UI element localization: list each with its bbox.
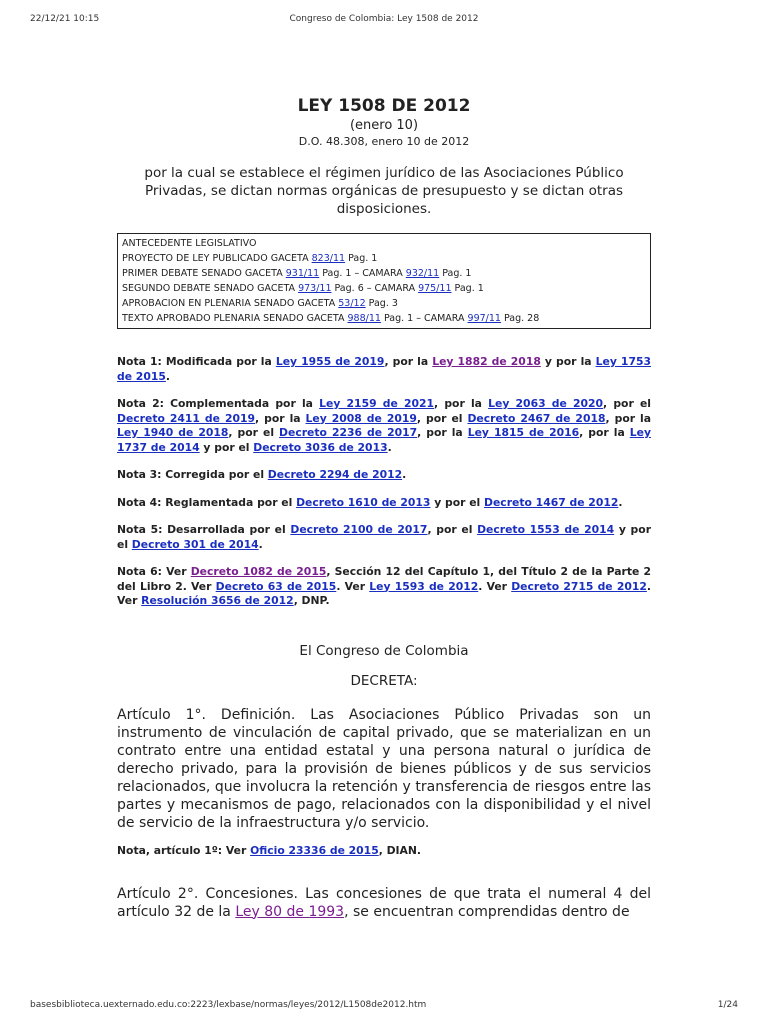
law-link[interactable]: Ley 80 de 1993 [235, 903, 345, 920]
gaceta-link[interactable]: 973/11 [298, 283, 332, 294]
law-link[interactable]: Ley 1737 de 2014 [117, 426, 651, 454]
gaceta-link[interactable]: 53/12 [338, 298, 366, 309]
decree-link[interactable]: Decreto 3036 de 2013 [253, 440, 388, 454]
gaceta-link[interactable]: 932/11 [405, 268, 440, 279]
article-1-note: Nota, artículo 1º: Ver Oficio 23336 de 2015, DIAN. [117, 843, 422, 857]
note-6: Nota 6: Ver Decreto 1082 de 2015, Sección 12 del Capítulo 1, del Título 2 de la Parte 2 del Libro 2. Ver Decreto 63 de 2015. Ver Ley 1593 de 2012. Ver Decreto 2715 de 2012. Ver Resolución 3656 de 2012, DNP. [117, 565, 651, 607]
antecedente-heading: ANTECEDENTE LEGISLATIVO [122, 238, 257, 249]
decree-link[interactable]: Decreto 63 de 2015 [215, 579, 337, 593]
decree-link[interactable]: Decreto 301 de 2014 [131, 537, 259, 551]
law-link[interactable]: Ley 1882 de 2018 [432, 355, 541, 368]
decree-link[interactable]: Decreto 1553 de 2014 [477, 523, 615, 536]
decree-link[interactable]: Decreto 2294 de 2012 [267, 468, 403, 481]
law-title: LEY 1508 DE 2012 [297, 96, 471, 116]
print-title: Congreso de Colombia: Ley 1508 de 2012 [289, 14, 479, 24]
page-number: 1/24 [717, 1000, 738, 1010]
notes-section [117, 355, 651, 609]
print-url: basesbiblioteca.uexternado.edu.co:2223/lexbase/normas/leyes/2012/L1508de2012.htm [30, 1000, 427, 1010]
law-link[interactable]: Ley 1593 de 2012 [369, 579, 479, 593]
oficio-link[interactable]: Oficio 23336 de 2015 [250, 843, 379, 857]
antecedente-row: SEGUNDO DEBATE SENADO GACETA 973/11 Pag. 6 – CAMARA 975/11 Pag. 1 [122, 283, 484, 294]
gaceta-link[interactable]: 997/11 [467, 313, 501, 324]
decreta-heading: DECRETA: [350, 672, 418, 689]
antecedente-row: APROBACION EN PLENARIA SENADO GACETA 53/12 Pag. 3 [122, 298, 398, 309]
print-header [30, 14, 738, 24]
law-link[interactable]: Ley 2063 de 2020 [488, 397, 604, 410]
law-link[interactable]: Ley 1955 de 2019 [275, 355, 385, 368]
law-date: (enero 10) [349, 118, 419, 133]
law-link[interactable]: Ley 2008 de 2019 [305, 411, 417, 425]
decree-link[interactable]: Decreto 2236 de 2017 [279, 426, 418, 439]
antecedente-box [117, 233, 651, 329]
law-summary: por la cual se establece el régimen jurídico de las Asociaciones Público Privadas, se dictan normas orgánicas de presupuesto y se dictan otras disposiciones. [144, 165, 624, 217]
note-5: Nota 5: Desarrollada por el Decreto 2100 de 2017, por el Decreto 1553 de 2014 y por el Decreto 301 de 2014. [117, 523, 652, 551]
article-2: Artículo 2°. Concesiones. Las concesiones de que trata el numeral 4 del artículo 32 de la Ley 80 de 1993, se encuentran comprendidas dentro de [117, 885, 651, 920]
note-4: Nota 4: Reglamentada por el Decreto 1610 de 2013 y por el Decreto 1467 de 2012. [117, 495, 623, 509]
decree-link[interactable]: Decreto 1467 de 2012 [484, 495, 619, 509]
law-link[interactable]: Ley 2159 de 2021 [319, 397, 435, 410]
note-1: Nota 1: Modificada por la Ley 1955 de 2019, por la Ley 1882 de 2018 y por la Ley 1753 de 2015. [117, 355, 651, 383]
decree-link[interactable]: Decreto 2467 de 2018 [467, 411, 606, 425]
law-link[interactable]: Ley 1815 de 2016 [467, 426, 580, 439]
document-body [117, 96, 651, 921]
antecedente-row: TEXTO APROBADO PLENARIA SENADO GACETA 988/11 Pag. 1 – CAMARA 997/11 Pag. 28 [122, 313, 540, 324]
article-1: Artículo 1°. Definición. Las Asociaciones Público Privadas son un instrumento de vinculación de capital privado, que se materializan en un contrato entre una entidad estatal y una persona natural o jurídica de derecho privado, para la provisión de bienes públicos y de sus servicios relacionados, que involucra la retención y transferencia de riesgos entre las partes y mecanismos de pago, relacionados con la disponibilidad y el nivel de servicio de la infraestructura y/o servicio. [117, 706, 651, 831]
law-link[interactable]: Ley 1940 de 2018 [117, 426, 229, 439]
gaceta-link[interactable]: 975/11 [418, 283, 452, 294]
note-3: Nota 3: Corregida por el Decreto 2294 de 2012. [117, 468, 407, 481]
note-2: Nota 2: Complementada por la Ley 2159 de 2021, por la Ley 2063 de 2020, por el Decreto 2411 de 2019, por la Ley 2008 de 2019, por el Decreto 2467 de 2018, por la Ley 1940 de 2018, por el Decreto 2236 de 2017, por la Ley 1815 de 2016, por la Ley 1737 de 2014 y por el Decreto 3036 de 2013. [117, 397, 652, 454]
gaceta-link[interactable]: 988/11 [347, 313, 381, 324]
decree-link[interactable]: Decreto 2411 de 2019 [117, 411, 256, 425]
antecedente-row: PROYECTO DE LEY PUBLICADO GACETA 823/11 Pag. 1 [122, 253, 378, 264]
gaceta-link[interactable]: 823/11 [311, 253, 346, 264]
decree-link[interactable]: Decreto 1610 de 2013 [296, 495, 431, 509]
decree-link[interactable]: Decreto 2715 de 2012 [511, 579, 647, 593]
decree-link[interactable]: Decreto 1082 de 2015 [190, 565, 327, 578]
congreso-heading: El Congreso de Colombia [299, 642, 469, 659]
gaceta-link[interactable]: 931/11 [285, 268, 320, 279]
decree-link[interactable]: Decreto 2100 de 2017 [290, 523, 428, 536]
antecedente-row: PRIMER DEBATE SENADO GACETA 931/11 Pag. 1 – CAMARA 932/11 Pag. 1 [122, 268, 472, 279]
print-footer [30, 1000, 738, 1010]
diario-oficial: D.O. 48.308, enero 10 de 2012 [298, 135, 470, 148]
print-datetime: 22/12/21 10:15 [30, 14, 100, 24]
law-link[interactable]: Ley 1753 de 2015 [117, 355, 651, 383]
resolution-link[interactable]: Resolución 3656 de 2012 [141, 594, 294, 607]
